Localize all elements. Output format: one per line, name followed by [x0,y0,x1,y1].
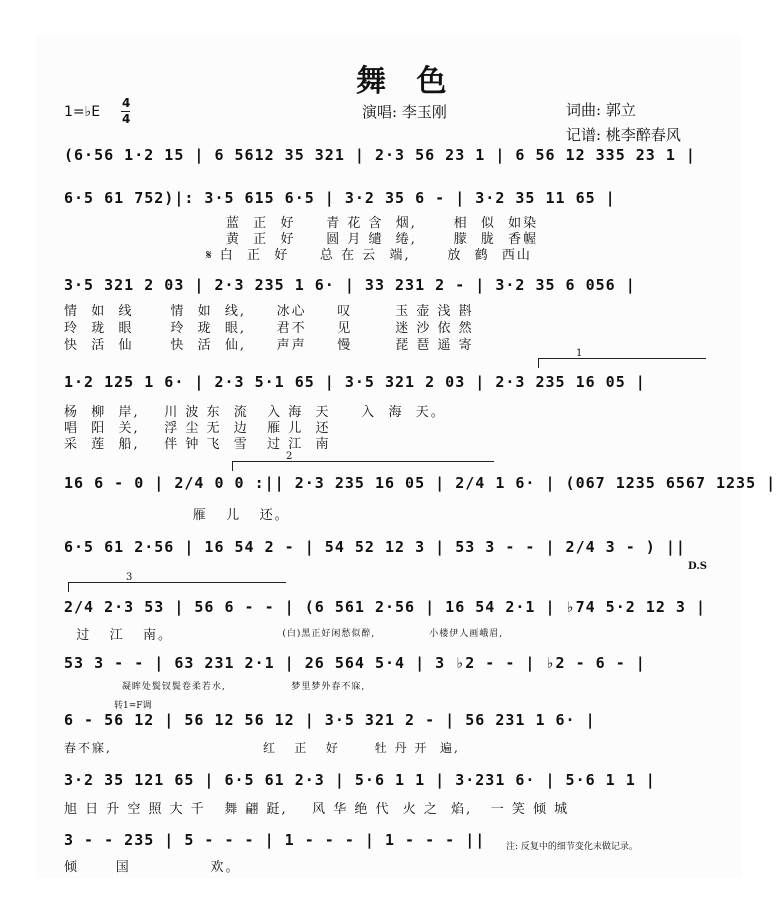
footnote: 注: 反复中的细节变化未做记录。 [506,842,638,852]
modulation-mark: 转1=F调 [114,701,152,711]
key-signature: 1=♭E [64,104,101,120]
lyric-9: 春不寐, 红 正 好 牡 丹 开 遍, [64,741,460,755]
lyric-7-main: 过 江 南。 [64,628,174,643]
volta-2-label: 2 [286,451,293,462]
singer-credit: 演唱: 李玉刚 [362,103,447,121]
time-signature-top: 4 [122,96,131,110]
score-line-9: 6 - 56 12 | 56 12 56 12 | 3·5 321 2 - | 56 231 1 6· | [64,711,596,729]
lyric-11: 倾 国 欢。 [64,860,241,875]
time-signature-bottom: 4 [122,112,131,126]
score-line-7: 2/4 2·3 53 | 56 6 - - | (6 561 2·56 | 16 54 2·1 | ♭74 5·2 12 3 | [64,598,706,616]
lyric-2-verse-2: 黄 正 好 圆 月 缱 绻, 朦 胧 香幄 [226,232,539,247]
lyric-4-verse-3: 采 莲 船, 伴 钟 飞 雪 过 江 南 [64,437,331,452]
score-line-6: 6·5 61 2·56 | 16 54 2 - | 54 52 12 3 | 53 3 - - | 2/4 3 - ) || [64,538,686,556]
volta-3-bracket [68,582,286,583]
lyric-3-verse-1: 情 如 线 情 如 线, 冰心 叹 玉 壶 浅 斟 [64,304,474,319]
volta-2-bracket [232,461,494,462]
lyric-10: 旭 日 升 空 照 大 千 舞 翩 跹, 风 华 绝 代 火 之 焰, 一 笑 倾 城 [64,802,570,817]
lyric-3-verse-2: 玲 珑 眼 玲 珑 眼, 君不 见 迷 沙 依 然 [64,321,474,336]
score-line-2: 6·5 61 752)|: 3·5 615 6·5 | 3·2 35 6 - | 3·2 35 11 65 | [64,189,616,207]
song-title: 舞 色 [356,64,457,99]
lyric-4-verse-2: 唱 阳 关, 浮 尘 无 边 雁 儿 还 [64,421,331,436]
composer-credit: 词曲: 郭立 [566,101,636,119]
score-sheet [36,36,777,878]
score-line-3: 3·5 321 2 03 | 2·3 235 1 6· | 33 231 2 - | 3·2 35 6 056 | [64,276,636,294]
score-line-11: 3 - - 235 | 5 - - - | 1 - - - | 1 - - - || [64,831,486,849]
volta-3-label: 3 [126,572,133,583]
score-line-4: 1·2 125 1 6· | 2·3 5·1 65 | 3·5 321 2 03 | 2·3 235 16 05 | [64,373,646,391]
lyric-3-verse-3: 快 活 仙 快 活 仙, 声声 慢 琵 琶 遥 寄 [64,338,474,353]
volta-1-bracket [538,358,706,359]
lyric-8-spoken: 凝眸处鬓钗鬓卷柔若水, 梦里梦外春不寐, [64,682,366,692]
lyric-7-spoken: (白)黑正好闲愁似醉, 小楼伊人画峨眉, [236,629,504,639]
lyric-4-verse-1: 杨 柳 岸, 川 波 东 流 入 海 天 入 海 天。 [64,405,446,420]
score-line-5: 16 6 - 0 | 2/4 0 0 :|| 2·3 235 16 05 | 2/4 1 6· | (067 1235 6567 1235 | [64,474,777,492]
ds-mark: D.S [688,561,708,572]
lyric-2-verse-3: 𝄋 白 正 好 总 在 云 端, 放 鹤 西山 [206,248,532,263]
transcriber-credit: 记谱: 桃李醉春风 [566,126,681,144]
score-line-1: (6·56 1·2 15 | 6 5612 35 321 | 2·3 56 23 1 | 6 56 12 335 23 1 | [64,146,696,164]
score-line-8: 53 3 - - | 63 231 2·1 | 26 564 5·4 | 3 ♭2 - - | ♭2 - 6 - | [64,654,646,672]
lyric-2-verse-1: 蓝 正 好 青 花 含 烟, 相 似 如染 [226,216,539,231]
volta-1-label: 1 [576,348,583,359]
score-line-10: 3·2 35 121 65 | 6·5 61 2·3 | 5·6 1 1 | 3·231 6· | 5·6 1 1 | [64,771,656,789]
lyric-5: 雁 儿 还。 [64,508,290,523]
